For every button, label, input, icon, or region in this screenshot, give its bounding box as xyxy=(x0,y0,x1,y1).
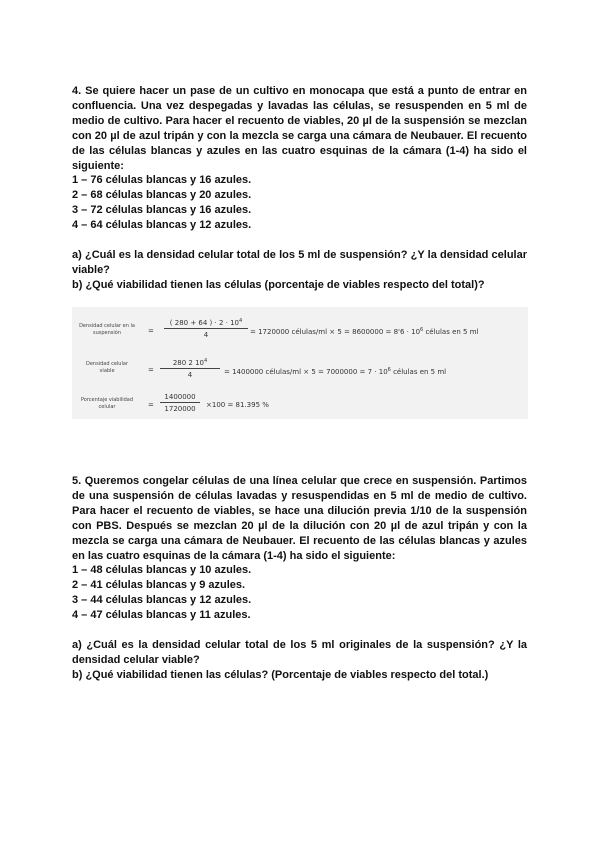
solution-workings xyxy=(72,307,528,419)
numerator: ( 280 + 64 ) · $2 \cdot 10^4$ xyxy=(164,318,248,329)
calc-result: ×100 = 81.395 % xyxy=(206,401,269,409)
viable-density-calc xyxy=(72,355,528,385)
viability-percentage-calc xyxy=(72,391,528,417)
count-line: 1 – 48 células blancas y 10 azules. xyxy=(72,564,252,577)
calc-label: Porcentaje viabilidad celular xyxy=(80,397,134,410)
question-4-part-a: a) ¿Cuál es la densidad celular total de los 5 ml de suspensión? ¿Y la densidad celular viable? xyxy=(72,249,527,276)
numerator: 280 2 $10^4$ xyxy=(160,358,220,369)
calc-result: = 1720000 células/ml × $5 = 8600000 = 8'6 \cdot 10^6$ células en 5 ml xyxy=(250,327,479,336)
count-line: 3 – 44 células blancas y 12 azules. xyxy=(72,594,252,607)
question-5-part-b: b) ¿Qué viabilidad tienen las células? (Porcentaje de viables respecto del total.) xyxy=(72,668,489,681)
count-line: 4 – 47 células blancas y 11 azules. xyxy=(72,609,251,622)
equals-sign: = xyxy=(148,401,154,409)
question-4 xyxy=(72,84,527,293)
equals-sign: = xyxy=(148,366,154,374)
total-density-calc xyxy=(72,315,528,349)
count-line: 2 – 41 células blancas y 9 azules. xyxy=(72,579,246,592)
fraction xyxy=(160,358,220,379)
numerator: 1400000 xyxy=(160,393,200,403)
count-line: 2 – 68 células blancas y 20 azules. xyxy=(72,189,252,202)
denominator: 4 xyxy=(187,371,193,379)
calc-result: = 1400000 células/ml × $5 = 7000000 = 7 \cdot 10^6$ células en 5 ml xyxy=(224,367,447,376)
calc-label: Densidad celular en la suspensión xyxy=(79,323,135,336)
denominator: 4 xyxy=(203,331,209,339)
fraction xyxy=(164,318,248,339)
fraction xyxy=(160,393,200,413)
question-5 xyxy=(72,474,527,683)
count-line: 1 – 76 células blancas y 16 azules. xyxy=(72,174,252,187)
denominator: 1720000 xyxy=(164,405,196,413)
count-line: 3 – 72 células blancas y 16 azules. xyxy=(72,204,252,217)
calc-label: Densidad celular viable xyxy=(86,361,128,374)
question-5-part-a: a) ¿Cuál es la densidad celular total de los 5 ml originales de la suspensión? ¿Y la densidad celular viable? xyxy=(72,639,527,666)
count-line: 4 – 64 células blancas y 12 azules. xyxy=(72,219,252,232)
equals-sign: = xyxy=(148,327,154,335)
question-4-part-b: b) ¿Qué viabilidad tienen las células (porcentaje de viables respecto del total)? xyxy=(72,278,485,291)
question-5-statement: 5. Queremos congelar células de una línea celular que crece en suspensión. Partimos de una suspensión de células lavadas y resuspendidas en 5 ml de medio de cultivo. Para hacer el recuento de viables, se hace una dilución previa 1/10 de la suspensión con PBS. Después se mezclan 20 µl de la dilución con 20 µl de azul tripán y con la mezcla se carga una cámara de Neubauer. El recuento de las células blancas y azules en las cuatro esquinas de la cámara (1-4) ha sido el siguiente: xyxy=(72,475,527,562)
question-4-statement: 4. Se quiere hacer un pase de un cultivo en monocapa que está a punto de entrar en confluencia. Una vez despegadas y lavadas las células, se resuspenden en 5 ml de medio de cultivo. Para hacer el recuento de viables, 20 µl de la suspensión se mezclan con 20 µl de azul tripán y con la mezcla se carga una cámara de Neubauer. El recuento de las células blancas y azules en las cuatro esquinas de la cámara (1-4) ha sido el siguiente: xyxy=(72,85,527,172)
